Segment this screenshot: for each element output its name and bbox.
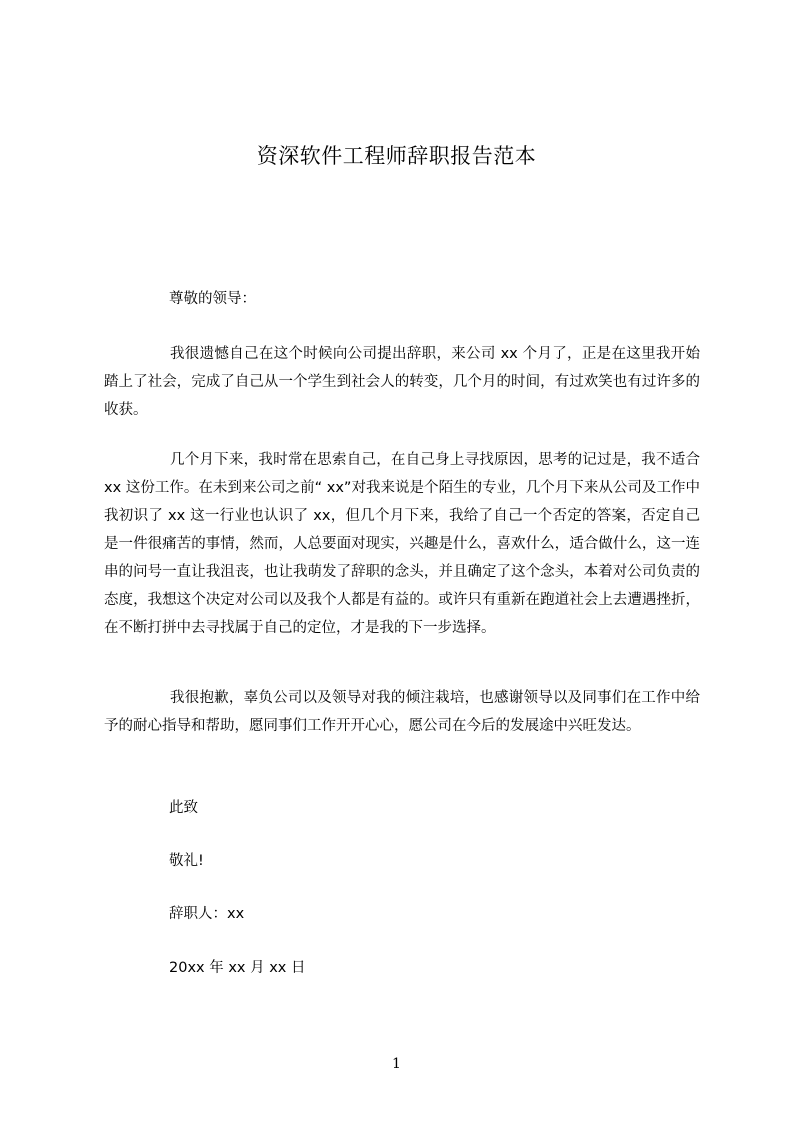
body-paragraph-1: 我很遗憾自己在这个时候向公司提出辞职，来公司 xx 个月了，正是在这里我开始踏上了社会，完成了自己从一个学生到社会人的转变，几个月的时间，有过欢笑也有过许多的收获。 (104, 346, 700, 418)
date-line: 20xx 年 xx 月 xx 日 (169, 960, 306, 976)
page-number: 1 (392, 1056, 401, 1072)
closing-salutation: 此致 (169, 800, 198, 816)
closing-regards: 敬礼! (169, 853, 204, 869)
body-paragraph-3: 我很抱歉，辜负公司以及领导对我的倾注栽培，也感谢领导以及同事们在工作中给予的耐心指导和帮助，愿同事们工作开开心心，愿公司在今后的发展途中兴旺发达。 (104, 690, 700, 734)
document-title: 资深软件工程师辞职报告范本 (256, 144, 537, 168)
greeting: 尊敬的领导： (169, 291, 256, 307)
body-paragraph-2: 几个月下来，我时常在思索自己，在自己身上寻找原因，思考的记过是，我不适合 xx 这份工作。在未到来公司之前“ xx”对我来说是个陌生的专业，几个月下来从公司及工作中我初识了 xx 这一行业也认识了 xx，但几个月下来，我给了自己一个否定的答案，否定自己是一件很痛苦的事情，然而，人总要面对现实，兴趣是什么，喜欢什么，适合做什么，这一连串的问号一直让我沮丧，也让我萌发了辞职的念头，并且确定了这个念头，本着对公司负责的态度，我想这个决定对公司以及我个人都是有益的。或许只有重新在跑道社会上去遭遇挫折，在不断打拼中去寻找属于自己的定位，才是我的下一步选择。 (104, 452, 700, 636)
signer-line: 辞职人：xx (169, 906, 245, 922)
